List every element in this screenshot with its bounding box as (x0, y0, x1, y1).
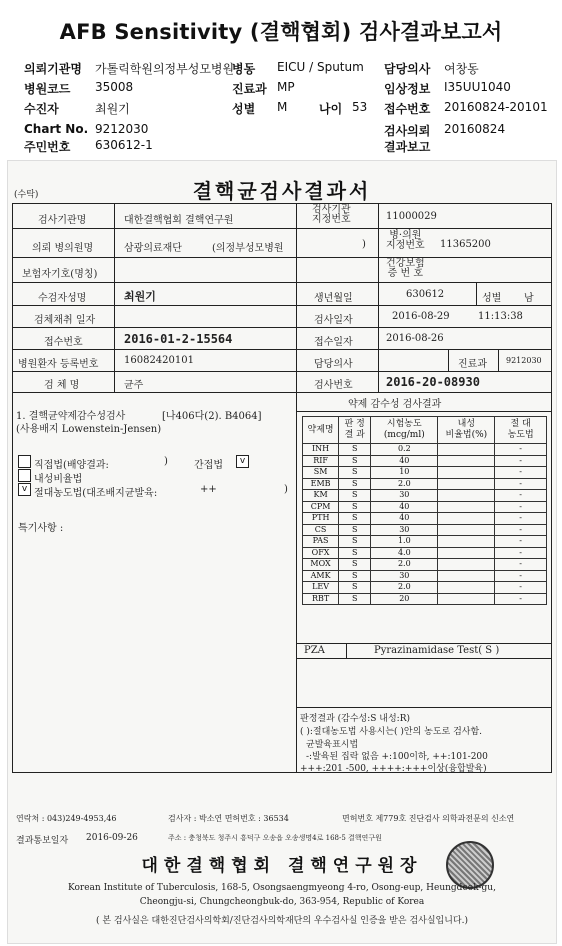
drug-conc-cell: 2.0 (371, 559, 438, 571)
req-hosp-label: 의뢰 병의원명 (32, 243, 94, 254)
drug-result-cell: S (339, 501, 371, 513)
drug-abs-cell: - (495, 513, 547, 525)
drug-result-cell: S (339, 455, 371, 467)
panel-title: 약제 감수성 검사결과 (348, 399, 442, 410)
drug-conc-cell: 1.0 (371, 536, 438, 548)
ward-value: EICU / Sputum (277, 60, 364, 74)
drug-abs-cell: - (495, 478, 547, 490)
method-abs: 절대농도법(대조배지균발육: (34, 488, 158, 499)
cert-note: ( 본 검사실은 대한진단검사의학회/진단검사의학재단의 우수검사실 인증을 받은 검사실입니다.) (95, 916, 468, 926)
dept-value: MP (277, 80, 295, 94)
drug-result-cell: S (339, 547, 371, 559)
drug-name-cell: CPM (303, 501, 339, 513)
doc-dept-value: 9212030 (506, 356, 542, 365)
age-value: 53 (352, 100, 368, 114)
drug-name-cell: RIF (303, 455, 339, 467)
drug-ratio-cell (438, 455, 495, 467)
drug-ratio-cell (438, 547, 495, 559)
method-direct: 직접법(배양결과: (34, 460, 109, 471)
accession-value: 20160824-20101 (444, 100, 548, 114)
scanned-report (7, 160, 557, 944)
rrn-label: 주민번호 (24, 140, 71, 154)
license-note: 면허번호 제779호 진단검사 의학과전문의 신소연 (342, 814, 515, 823)
col-abs: 절 대 농도법 (495, 417, 547, 444)
exam-line2: (사용배지 Lowenstein-Jensen) (16, 424, 162, 435)
drug-result-cell: S (339, 513, 371, 525)
lab-no-label: 검사기관 지정번호 (312, 204, 351, 225)
drug-abs-cell: - (495, 536, 547, 548)
ins-label: 건강보험 증 번 호 (386, 258, 425, 279)
legend-line4: -:발육된 집락 없음 +:100이하, ++:101-200 (306, 752, 488, 762)
drug-name-cell: KM (303, 490, 339, 502)
table-row (303, 559, 547, 571)
drug-abs-cell: - (495, 501, 547, 513)
req-hosp-value: 삼광의료재단 (124, 243, 182, 254)
table-row (303, 593, 547, 605)
drug-name-cell: EMB (303, 478, 339, 490)
drug-result-cell: S (339, 570, 371, 582)
patient-label: 수진자 (24, 102, 59, 116)
col-judge: 판 정 결 과 (339, 417, 371, 444)
chart-value: 9212030 (95, 122, 149, 136)
req-date-value: 20160824 (444, 122, 506, 136)
recv-no-value: 2016-01-2-15564 (124, 332, 233, 346)
address-en1: Korean Institute of Tuberculosis, 168-5, Osongsaengmyeong 4-ro, Osong-eup, Heungdeok-gu, (68, 883, 496, 893)
method-ratio: 내성비율법 (34, 474, 83, 485)
doctor-value: 여창동 (444, 62, 479, 76)
hosp-code-label: 병원코드 (24, 82, 71, 96)
drug-ratio-cell (438, 524, 495, 536)
drug-conc-cell: 2.0 (371, 582, 438, 594)
name-value: 최원기 (124, 290, 156, 303)
hosp-no-value: 11365200 (440, 239, 491, 250)
req-hosp-close: ) (362, 239, 366, 250)
drug-name-cell: PAS (303, 536, 339, 548)
ward-label: 병동 (232, 62, 256, 76)
hosp-no-label: 병·의원 지정번호 (386, 230, 425, 251)
specimen-value: 균주 (124, 380, 144, 391)
insurer-label: 보험자기호(명칭) (22, 269, 98, 280)
report-date-value: 2016-09-26 (86, 833, 138, 843)
reg-no-label: 병원환자 등록번호 (18, 359, 99, 370)
drug-conc-cell: 40 (371, 455, 438, 467)
official-seal (446, 841, 494, 889)
drug-ratio-cell (438, 513, 495, 525)
drug-name-cell: OFX (303, 547, 339, 559)
table-row (303, 490, 547, 502)
legend-line5: +++:201 -500, ++++:+++이상(융합발육) (300, 764, 487, 774)
test-date-value: 2016-08-29 (392, 311, 450, 322)
drug-conc-cell: 30 (371, 570, 438, 582)
drug-table (302, 416, 547, 605)
test-no-value: 2016-20-08930 (386, 375, 480, 389)
name-label: 수검자성명 (38, 293, 87, 304)
clinical-value: I35UU1040 (444, 80, 511, 94)
test-time-value: 11:13:38 (478, 311, 523, 322)
drug-abs-cell: - (495, 467, 547, 479)
report-label: 결과보고 (384, 140, 431, 154)
table-row (303, 501, 547, 513)
abs-close: ) (284, 484, 288, 495)
recv-date-label: 접수일자 (314, 337, 353, 348)
drug-result-cell: S (339, 536, 371, 548)
drug-result-cell: S (339, 582, 371, 594)
drug-result-cell: S (339, 524, 371, 536)
table-row (303, 513, 547, 525)
drug-conc-cell: 30 (371, 524, 438, 536)
address-en2: Cheongju-si, Chungcheongbuk-do, 363-954, Republic of Korea (139, 897, 425, 907)
drug-ratio-cell (438, 570, 495, 582)
report-date-label: 결과통보일자 (16, 836, 69, 846)
pza-label: PZA (304, 645, 325, 656)
doc-title: 결핵균검사결과서 (192, 179, 372, 203)
drug-result-cell: S (339, 490, 371, 502)
lab-no-value: 11000029 (386, 211, 437, 222)
clinical-label: 임상정보 (384, 82, 431, 96)
drug-abs-cell: - (495, 524, 547, 536)
abs-checkbox: v (18, 483, 31, 496)
sample-date-label: 검체채취 일자 (34, 315, 96, 326)
drug-ratio-cell (438, 593, 495, 605)
legend-line1: 판정결과 (감수성:S 내성:R) (300, 714, 410, 724)
drug-result-cell: S (339, 593, 371, 605)
doc-dept-label: 진료과 (458, 359, 487, 370)
lab-value: 대한결핵협회 결핵연구원 (124, 215, 234, 226)
drug-abs-cell: - (495, 593, 547, 605)
reg-no-value: 16082420101 (124, 355, 194, 366)
drug-result-cell: S (339, 478, 371, 490)
drug-name-cell: MOX (303, 559, 339, 571)
drug-ratio-cell (438, 501, 495, 513)
doctor-label: 담당의사 (384, 62, 431, 76)
rrn-value: 630612-1 (95, 138, 153, 152)
age-label: 나이 (319, 102, 343, 116)
drug-ratio-cell (438, 559, 495, 571)
report-title: AFB Sensitivity (결핵협회) 검사결과보고서 (59, 20, 503, 44)
drug-ratio-cell (438, 478, 495, 490)
drug-conc-cell: 10 (371, 467, 438, 479)
dob-value: 630612 (406, 289, 445, 300)
drug-conc-cell: 2.0 (371, 478, 438, 490)
sex-value: M (277, 100, 288, 114)
dept-label: 진료과 (232, 82, 267, 96)
dob-label: 생년월일 (314, 293, 353, 304)
sex-value-doc: 남 (524, 293, 534, 304)
drug-result-cell: S (339, 559, 371, 571)
examiner: 검사자 : 박소연 면허번호 : 36534 (168, 814, 289, 823)
col-ratio: 내성 비율법(%) (438, 417, 495, 444)
org-value: 가톨릭학원의정부성모병원 (95, 62, 235, 76)
drug-abs-cell: - (495, 570, 547, 582)
chart-label: Chart No. (24, 122, 89, 136)
hosp-code-value: 35008 (95, 80, 134, 94)
drug-conc-cell: 20 (371, 593, 438, 605)
drug-name-cell: SM (303, 467, 339, 479)
method-indirect: 간접법 (194, 460, 223, 471)
indirect-checkbox: v (236, 455, 249, 468)
pza-value: Pyrazinamidase Test( S ) (374, 645, 500, 656)
drug-abs-cell: - (495, 559, 547, 571)
recv-no-label: 접수번호 (44, 337, 83, 348)
drug-result-cell: S (339, 444, 371, 456)
accession-label: 접수번호 (384, 102, 431, 116)
table-row (303, 524, 547, 536)
legend-line2: ( ):절대농도법 사용시는( )안의 농도로 검사함. (300, 727, 483, 737)
method-direct-close: ) (164, 456, 168, 467)
drug-name-cell: AMK (303, 570, 339, 582)
direct-checkbox (18, 455, 31, 468)
table-row (303, 444, 547, 456)
drug-name-cell: LEV (303, 582, 339, 594)
drug-name-cell: INH (303, 444, 339, 456)
drug-conc-cell: 40 (371, 513, 438, 525)
drug-conc-cell: 0.2 (371, 444, 438, 456)
test-date-label: 검사일자 (314, 315, 353, 326)
table-row (303, 455, 547, 467)
drug-abs-cell: - (495, 455, 547, 467)
sex-label: 성별 (232, 102, 256, 116)
drug-abs-cell: - (495, 547, 547, 559)
consign-tag: (수탁) (14, 190, 39, 200)
org-name: 대한결핵협회 결핵연구원장 (141, 856, 423, 876)
drug-conc-cell: 40 (371, 501, 438, 513)
patient-value: 최원기 (95, 102, 130, 116)
drug-abs-cell: - (495, 444, 547, 456)
doc-doctor-label: 담당의사 (314, 359, 353, 370)
table-row (303, 582, 547, 594)
test-no-label: 검사번호 (314, 380, 353, 391)
drug-result-cell: S (339, 467, 371, 479)
drug-abs-cell: - (495, 490, 547, 502)
abs-growth: ++ (200, 484, 217, 495)
drug-conc-cell: 4.0 (371, 547, 438, 559)
table-row (303, 547, 547, 559)
req-date-label: 검사의뢰 (384, 124, 431, 138)
drug-ratio-cell (438, 536, 495, 548)
drug-abs-cell: - (495, 582, 547, 594)
table-row (303, 467, 547, 479)
legend-line3: 균발육표시법 (306, 740, 359, 750)
org-label: 의뢰기관명 (24, 62, 82, 76)
contact: 연락처 : 043)249-4953,46 (16, 814, 117, 823)
table-row (303, 570, 547, 582)
drug-table-header (303, 417, 547, 444)
lab-label: 검사기관명 (38, 215, 87, 226)
sex-label-doc: 성별 (482, 293, 502, 304)
col-drug: 약제명 (303, 417, 339, 444)
remarks-label: 특기사항 : (18, 523, 64, 534)
req-hosp-extra: (의정부성모병원 (212, 243, 284, 254)
table-row (303, 478, 547, 490)
ratio-checkbox (18, 469, 31, 482)
recv-date-value: 2016-08-26 (386, 333, 444, 344)
drug-name-cell: CS (303, 524, 339, 536)
drug-ratio-cell (438, 444, 495, 456)
drug-ratio-cell (438, 490, 495, 502)
drug-name-cell: PTH (303, 513, 339, 525)
exam-line1: 1. 결핵균약제감수성검사 (16, 411, 126, 422)
specimen-label: 검 체 명 (44, 380, 80, 391)
address-kr: 주소 : 충청북도 청주시 흥덕구 오송읍 오송생명4로 168-5 결핵연구원 (168, 834, 382, 842)
drug-ratio-cell (438, 582, 495, 594)
drug-ratio-cell (438, 467, 495, 479)
drug-conc-cell: 30 (371, 490, 438, 502)
col-conc: 시험농도 (mcg/ml) (371, 417, 438, 444)
drug-name-cell: RBT (303, 593, 339, 605)
exam-code: [나406다(2). B4064] (162, 411, 262, 422)
table-row (303, 536, 547, 548)
